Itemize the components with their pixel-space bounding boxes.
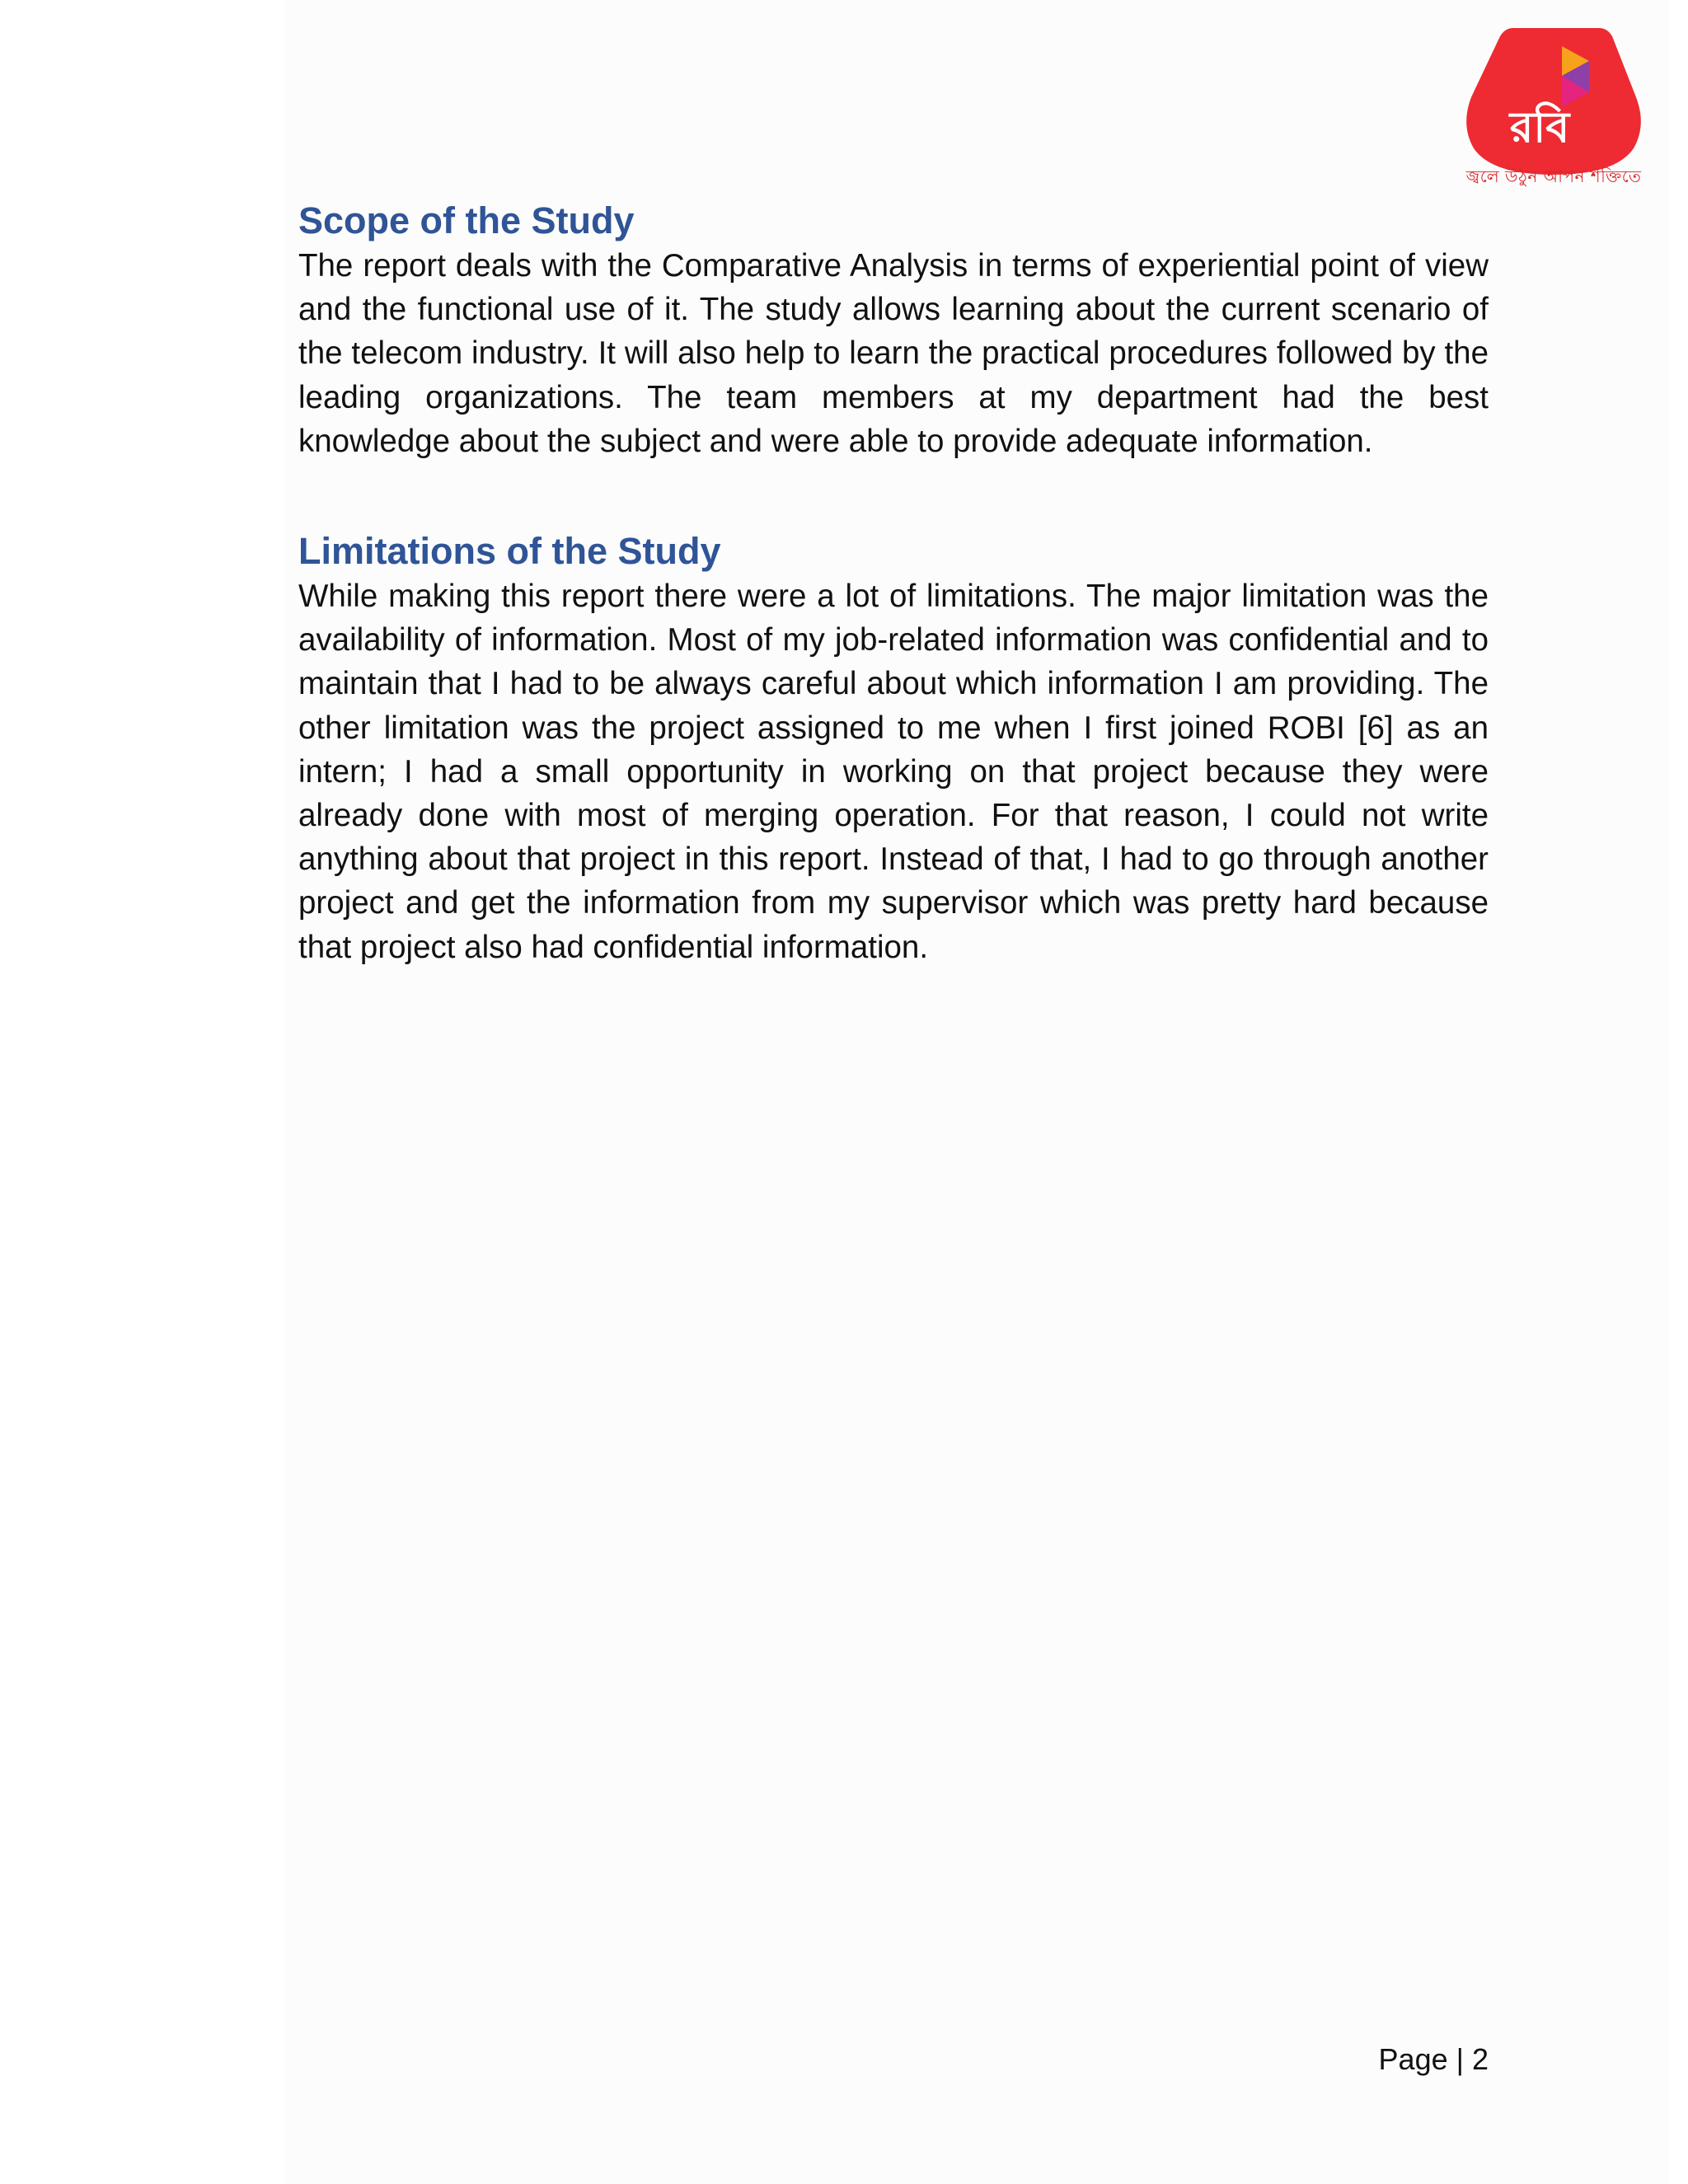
scope-section [298,198,1489,463]
logo-tagline: জ্বলে উঠুন আপন শক্তিতে [1465,166,1642,186]
logo-brand-text: রবি [1509,103,1570,152]
document-body [298,198,1489,969]
limitations-heading: Limitations of the Study [298,530,721,573]
page-label: Page [1378,2042,1448,2076]
page-footer [1286,2042,1489,2077]
logo-red-shape [1466,28,1641,175]
scope-heading: Scope of the Study [298,199,635,241]
scope-paragraph: The report deals with the Comparative Analysis in terms of experiential point of view and the functional use of it. The study allows learning about the current scenario of the telecom industry. It will also help to learn the practical procedures followed by the leading organizations. The team members at my department had the best knowledge about the subject and were able to provide adequate information. [298,248,1489,459]
limitations-section [298,528,1489,969]
page-separator: | [1456,2042,1464,2076]
page-number: 2 [1471,2042,1489,2076]
limitations-paragraph: While making this report there were a lot of limitations. The major limitation was the availability of information. Most of my job-related information was confidential and to maintain that I had to be always careful about which information I am providing. The other limitation was the project assigned to me when I first joined ROBI [6] as an intern; I had a small opportunity in working on that project because they were already done with most of merging operation. For that reason, I could not write anything about that project in this report. Instead of that, I had to go through another project and get the information from my supervisor which was pretty hard because that project also had confidential information. [298,579,1489,965]
